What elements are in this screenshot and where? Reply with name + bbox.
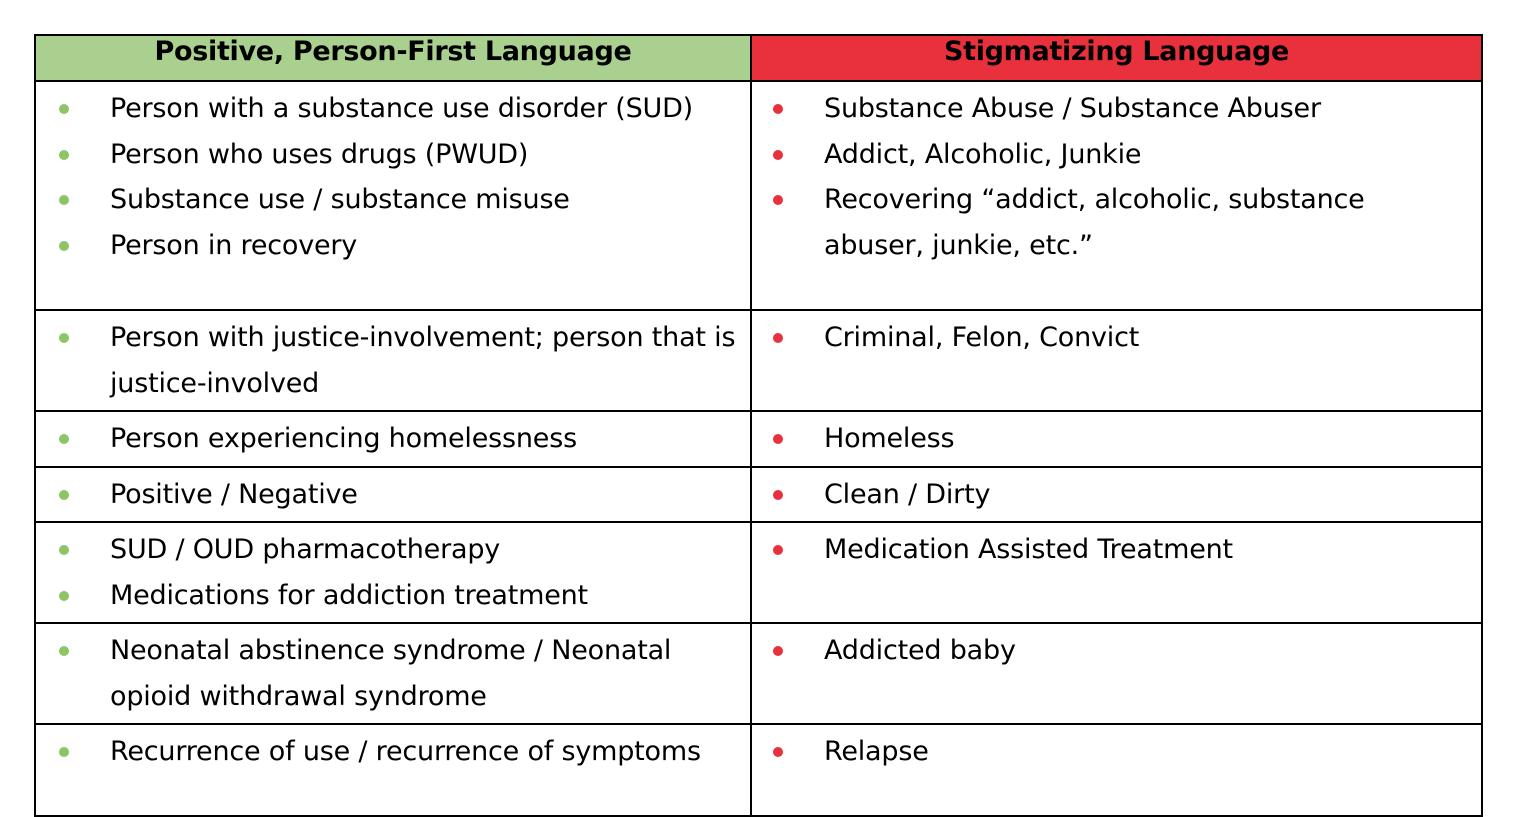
term-text: Person who uses drugs (PWUD) [110, 138, 529, 170]
stigmatizing-cell [751, 522, 1482, 623]
list-item [36, 416, 750, 462]
stigmatizing-list [752, 468, 1481, 522]
term-text: Substance Abuse / Substance Abuser [824, 93, 1321, 124]
header-row [35, 35, 1482, 81]
bullet-icon [59, 104, 69, 114]
bullet-icon [773, 545, 783, 555]
table-row [35, 724, 1482, 816]
term-text: Addict, Alcoholic, Junkie [824, 138, 1142, 170]
positive-cell [35, 81, 751, 310]
stigmatizing-cell [751, 724, 1482, 816]
list-item [752, 472, 1481, 518]
term-text: Person with justice-involvement; person that is justice-involved [110, 322, 736, 399]
bullet-icon [59, 545, 69, 555]
term-text: Person with a substance use disorder (SUD) [110, 93, 693, 124]
term-text: Person experiencing homelessness [110, 423, 577, 454]
bullet-icon [59, 646, 69, 656]
term-text: Recovering “addict, alcoholic, substance abuser, junkie, etc.” [824, 184, 1365, 261]
list-item [752, 86, 1481, 132]
stigmatizing-list [752, 725, 1481, 779]
stigmatizing-list [752, 82, 1481, 272]
list-item [36, 132, 750, 178]
list-item [752, 527, 1481, 573]
bullet-icon [773, 434, 783, 444]
bullet-icon [773, 333, 783, 343]
positive-list [36, 311, 750, 410]
stigmatizing-cell [751, 623, 1482, 724]
bullet-icon [773, 195, 783, 205]
positive-list [36, 624, 750, 723]
table-row [35, 623, 1482, 724]
list-item [752, 416, 1481, 462]
stigmatizing-cell [751, 310, 1482, 411]
list-item [36, 729, 750, 775]
stigmatizing-list [752, 311, 1481, 365]
positive-cell [35, 522, 751, 623]
term-text: Clean / Dirty [824, 478, 991, 510]
stigmatizing-cell [751, 467, 1482, 523]
term-text: Neonatal abstinence syndrome / Neonatal opioid withdrawal syndrome [110, 635, 672, 712]
bullet-icon [773, 646, 783, 656]
list-item [752, 177, 1481, 268]
stigmatizing-list [752, 412, 1481, 466]
term-text: Medication Assisted Treatment [824, 534, 1233, 565]
term-text: Recurrence of use / recurrence of symptoms [110, 736, 701, 767]
stigmatizing-list [752, 624, 1481, 678]
bullet-icon [59, 747, 69, 757]
list-item [36, 573, 750, 619]
table-row [35, 467, 1482, 523]
positive-cell [35, 467, 751, 523]
stigmatizing-list [752, 523, 1481, 577]
bullet-icon [59, 591, 69, 601]
term-text: Relapse [824, 736, 929, 767]
positive-list [36, 82, 750, 272]
stigmatizing-cell [751, 411, 1482, 467]
list-item [36, 527, 750, 573]
positive-cell [35, 310, 751, 411]
term-text: SUD / OUD pharmacotherapy [110, 534, 501, 565]
table-row [35, 411, 1482, 467]
list-item [752, 729, 1481, 775]
list-item [36, 86, 750, 132]
bullet-icon [59, 241, 69, 251]
stigmatizing-language-header: Stigmatizing Language [751, 35, 1482, 81]
positive-list [36, 412, 750, 466]
positive-list [36, 725, 750, 779]
bullet-icon [59, 195, 69, 205]
list-item [752, 132, 1481, 178]
term-text: Homeless [824, 423, 955, 454]
positive-cell [35, 411, 751, 467]
term-text: Criminal, Felon, Convict [824, 322, 1140, 353]
term-text: Positive / Negative [110, 478, 358, 510]
list-item [36, 315, 750, 406]
term-text: Medications for addiction treatment [110, 579, 588, 611]
bullet-icon [773, 104, 783, 114]
bullet-icon [773, 747, 783, 757]
list-item [36, 177, 750, 223]
term-text: Addicted baby [824, 635, 1016, 666]
positive-list [36, 523, 750, 622]
list-item [752, 628, 1481, 674]
positive-cell [35, 623, 751, 724]
bullet-icon [773, 490, 783, 500]
bullet-icon [59, 434, 69, 444]
term-text: Person in recovery [110, 229, 358, 261]
bullet-icon [59, 333, 69, 343]
bullet-icon [59, 150, 69, 160]
language-comparison-table [34, 34, 1483, 817]
table-row [35, 522, 1482, 623]
stigmatizing-cell [751, 81, 1482, 310]
bullet-icon [773, 150, 783, 160]
list-item [36, 472, 750, 518]
bullet-icon [59, 490, 69, 500]
term-text: Substance use / substance misuse [110, 184, 570, 215]
positive-language-header: Positive, Person-First Language [35, 35, 751, 81]
list-item [36, 223, 750, 269]
list-item [752, 315, 1481, 361]
list-item [36, 628, 750, 719]
positive-list [36, 468, 750, 522]
positive-cell [35, 724, 751, 816]
table-row [35, 310, 1482, 411]
table-row [35, 81, 1482, 310]
